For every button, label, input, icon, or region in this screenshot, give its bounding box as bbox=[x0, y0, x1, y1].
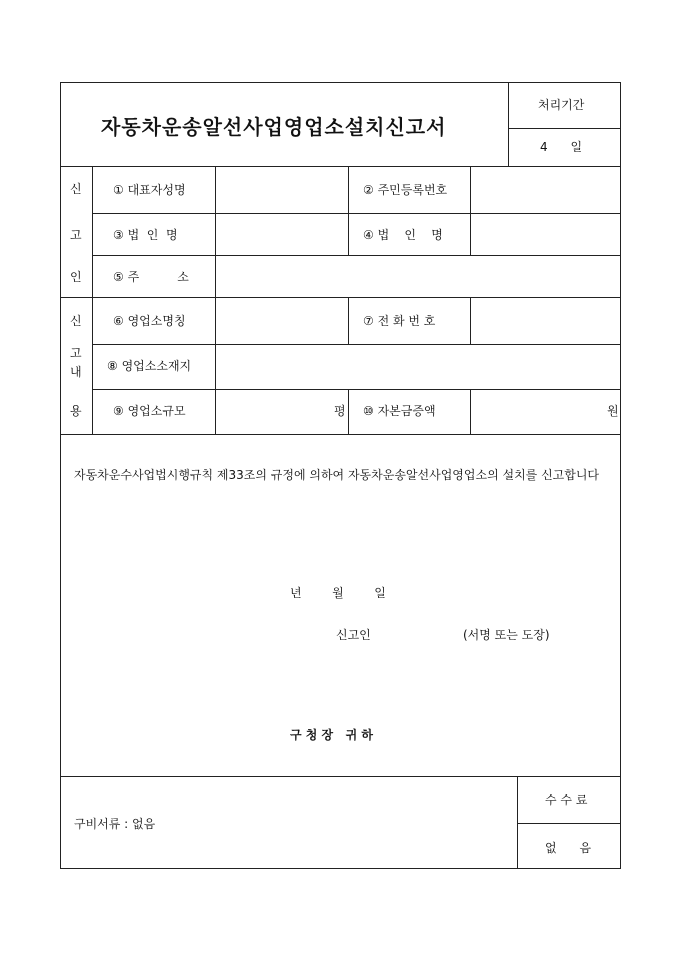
unit-area: 평 bbox=[334, 404, 346, 418]
section-label-reporter: 고 bbox=[70, 228, 82, 242]
header-period-divider bbox=[508, 128, 621, 129]
label-representative-name: ① 대표자성명 bbox=[113, 183, 186, 197]
grid-line bbox=[470, 166, 471, 255]
section-label-reporter: 신 bbox=[70, 182, 82, 196]
section-label-content: 내 bbox=[70, 365, 82, 379]
grid-line bbox=[92, 213, 621, 214]
grid-line bbox=[215, 166, 216, 434]
processing-period-value: 4 일 bbox=[540, 140, 583, 154]
section-label-content: 신 bbox=[70, 314, 82, 328]
label-corporation-name: ③ 법 인 명 bbox=[113, 228, 178, 242]
section-label-reporter: 인 bbox=[70, 270, 82, 284]
grid-line bbox=[61, 776, 621, 777]
date-line: 년 월 일 bbox=[290, 586, 386, 600]
label-office-location: ⑧ 영업소소재지 bbox=[107, 359, 192, 373]
label-corporation-name: ④ 법 인 명 bbox=[363, 228, 443, 242]
form-title: 자동차운송알선사업영업소설치신고서 bbox=[101, 115, 447, 139]
grid-line bbox=[348, 389, 349, 434]
signature-note: (서명 또는 도장) bbox=[463, 628, 550, 642]
grid-line bbox=[348, 297, 349, 344]
grid-line bbox=[470, 389, 471, 434]
grid-line bbox=[61, 297, 621, 298]
label-office-scale: ⑨ 영업소규모 bbox=[113, 404, 186, 418]
unit-money: 원 bbox=[607, 404, 619, 418]
fee-label: 수 수 료 bbox=[545, 793, 588, 807]
grid-line bbox=[61, 434, 621, 435]
header-divider bbox=[508, 83, 509, 166]
section-label-content: 용 bbox=[70, 404, 82, 418]
section-label-content: 고 bbox=[70, 346, 82, 360]
label-phone: ⑦ 전 화 번 호 bbox=[363, 314, 436, 328]
footer-fee-divider bbox=[517, 823, 621, 824]
grid-line bbox=[470, 297, 471, 344]
grid-line bbox=[92, 344, 621, 345]
grid-line bbox=[61, 166, 621, 167]
label-capital-increase: ⑩ 자본금증액 bbox=[363, 404, 436, 418]
grid-line bbox=[92, 255, 621, 256]
applicant-label: 신고인 bbox=[336, 628, 371, 642]
statement-text: 자동차운수사업법시행규칙 제33조의 규정에 의하여 자동차운송알선사업영업소의 설치를 신고합니다 bbox=[74, 468, 600, 482]
grid-line bbox=[92, 166, 93, 434]
label-resident-number: ② 주민등록번호 bbox=[363, 183, 448, 197]
documents-label: 구비서류 : 없음 bbox=[74, 817, 156, 831]
grid-line bbox=[92, 389, 621, 390]
label-address: ⑤ 주 소 bbox=[113, 270, 189, 284]
label-office-name: ⑥ 영업소명칭 bbox=[113, 314, 186, 328]
grid-line bbox=[348, 166, 349, 255]
report-form bbox=[60, 82, 621, 869]
addressee: 구 청 장 귀 하 bbox=[290, 728, 374, 742]
fee-value: 없 음 bbox=[545, 841, 592, 855]
processing-period-label: 처리기간 bbox=[538, 98, 585, 112]
